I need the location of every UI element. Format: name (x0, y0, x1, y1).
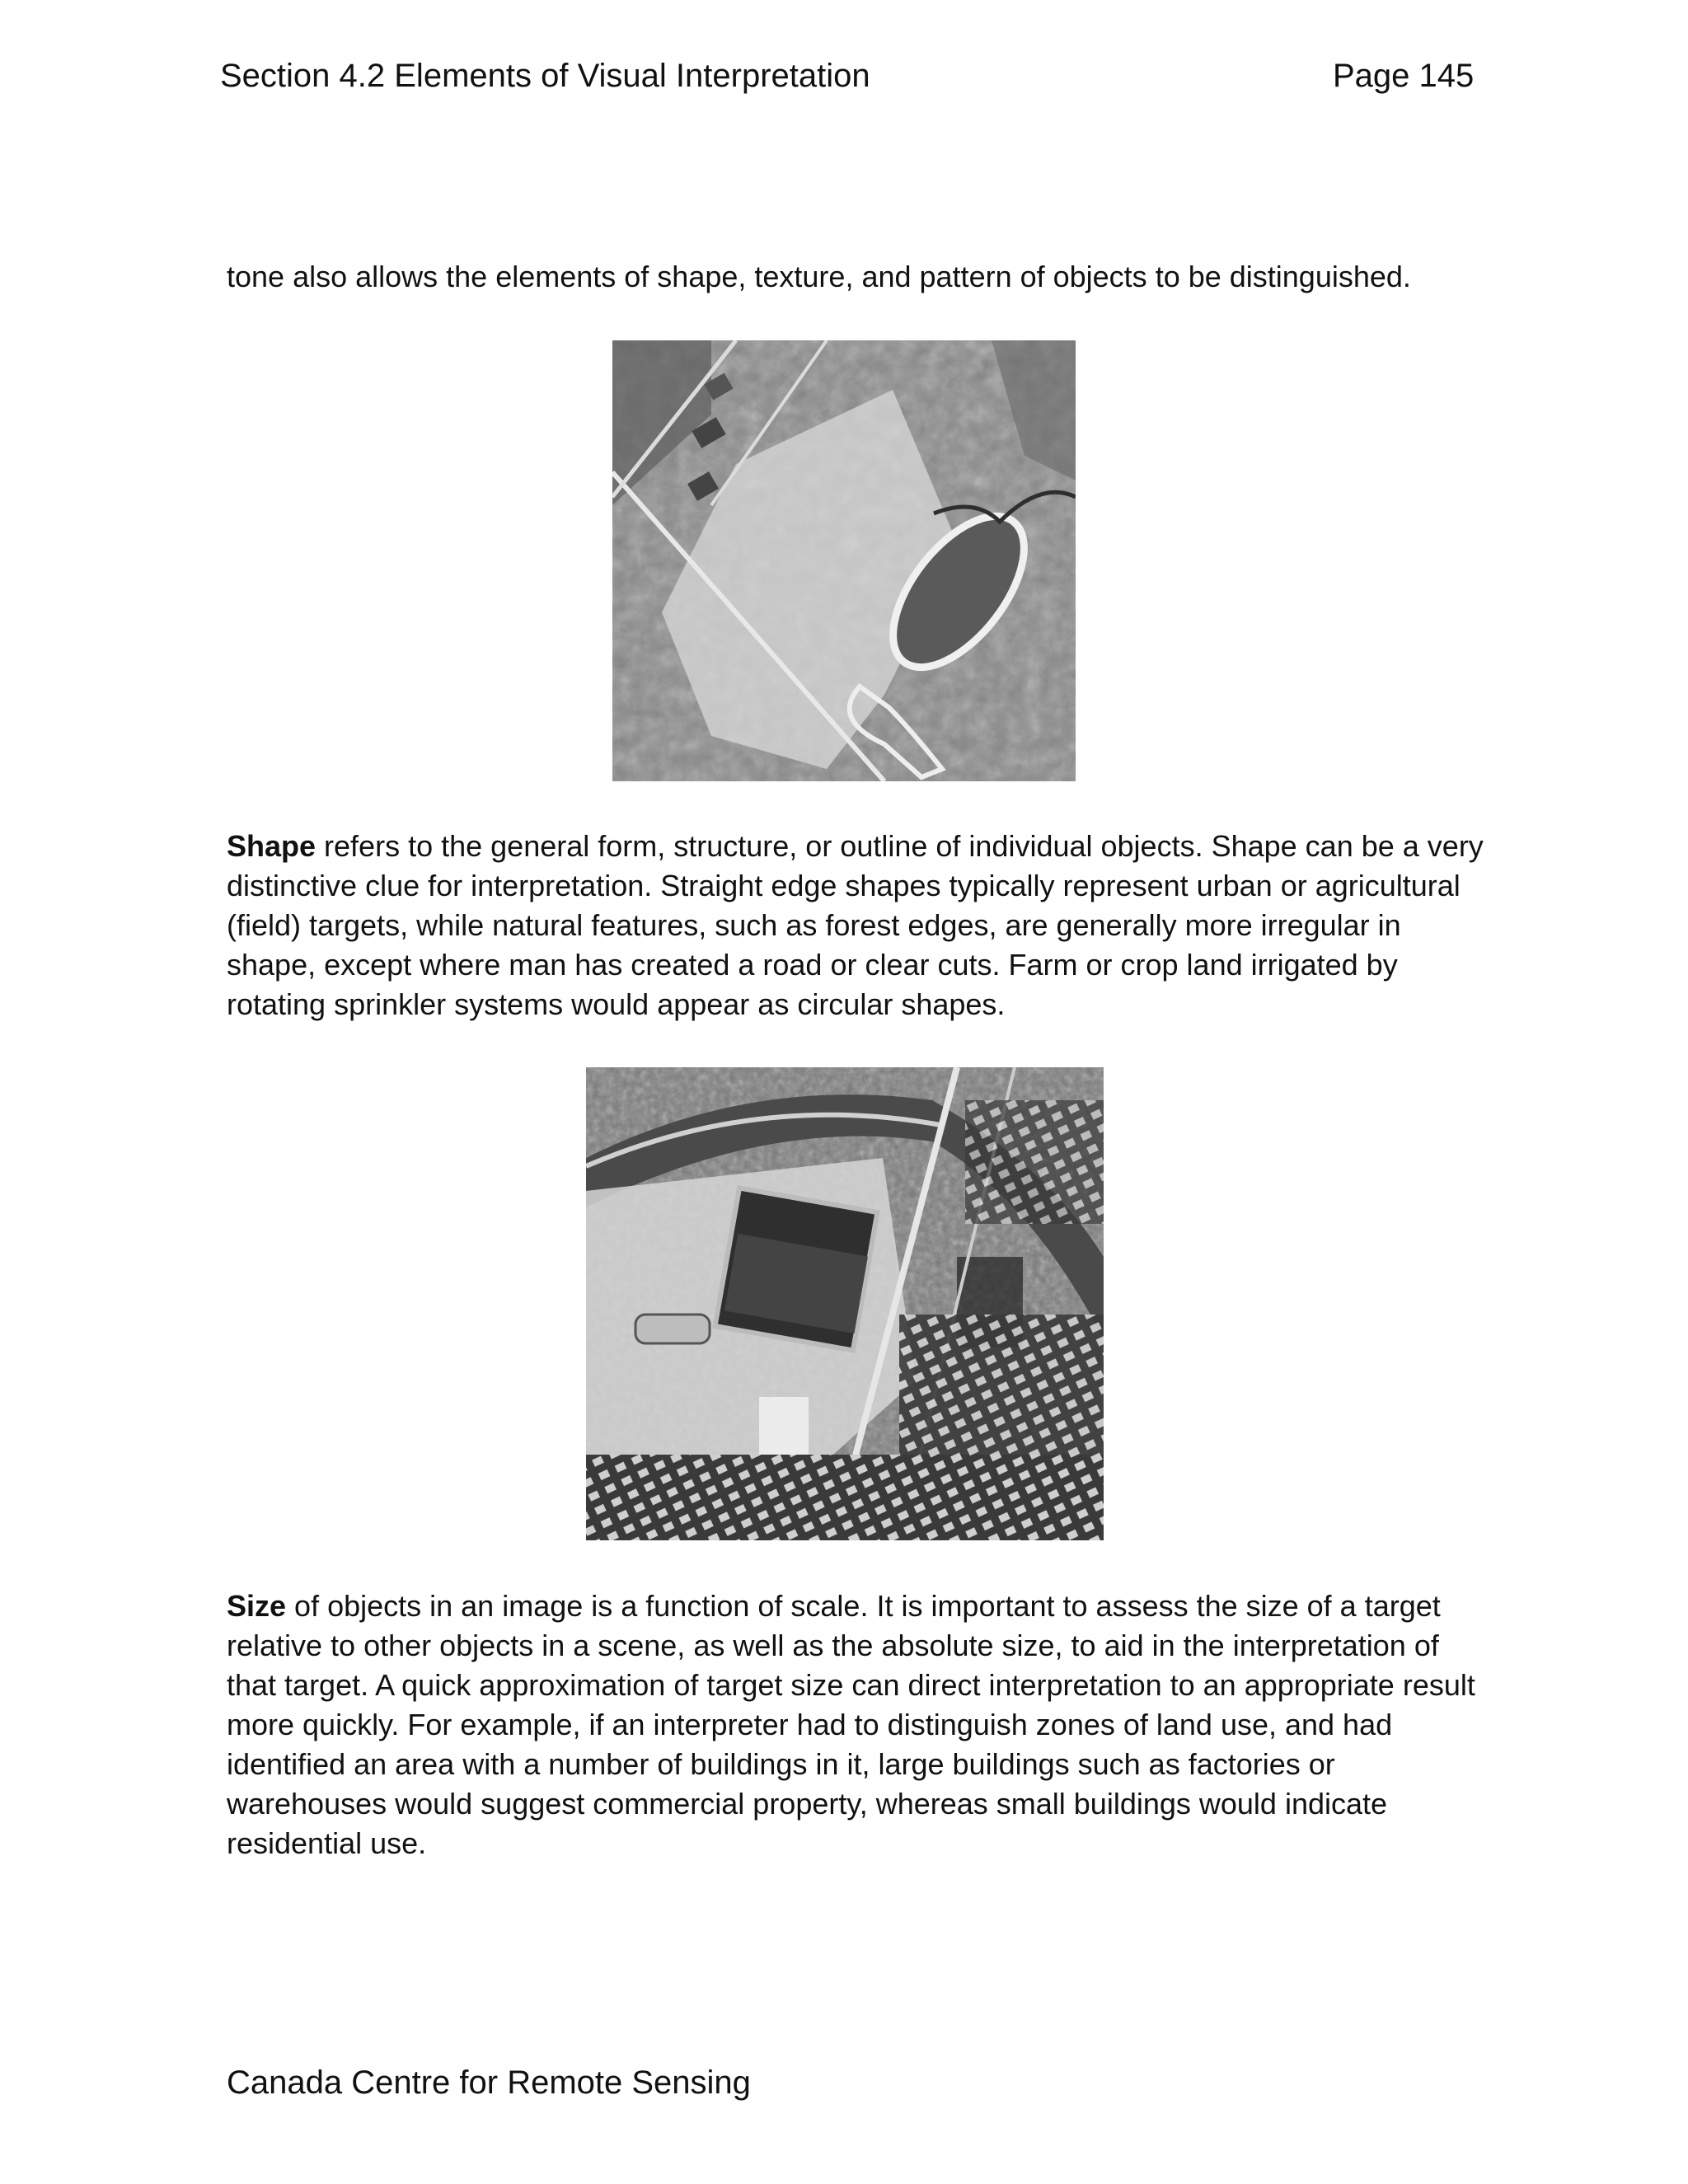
shape-paragraph (227, 827, 1496, 1024)
shape-term: Shape (227, 829, 316, 863)
section-header: Section 4.2 Elements of Visual Interpretation (220, 58, 870, 94)
size-paragraph (227, 1586, 1496, 1863)
size-term: Size (227, 1589, 287, 1623)
aerial-photo-racetrack (612, 340, 1076, 781)
aerial-photo-stadium (586, 1067, 1104, 1540)
size-text: of objects in an image is a function of scale. It is important to assess the size of a target relative to other objects in a scene, as well as the absolute size, to aid in the interpretation of that target. A quick approximation of target size can direct interpretation to an appropriate result more quickly. For example, if an interpreter had to distinguish zones of land use, and had identified an area with a number of buildings in it, large buildings such as factories or warehouses would suggest commercial property, whereas small buildings would indicate residential use. (227, 1589, 1475, 1860)
intro-paragraph: tone also allows the elements of shape, texture, and pattern of objects to be distinguished. (227, 260, 1411, 293)
footer-organization: Canada Centre for Remote Sensing (227, 2064, 751, 2101)
shape-text: refers to the general form, structure, or outline of individual objects. Shape can be a very distinctive clue for interpretation. Straight edge shapes typically represent urban or agricultural (field) targets, while natural features, such as forest edges, are generally more irregular in shape, except where man has created a road or clear cuts. Farm or crop land irrigated by rotating sprinkler systems would appear as circular shapes. (227, 829, 1484, 1021)
page-number: Page 145 (1333, 58, 1475, 94)
